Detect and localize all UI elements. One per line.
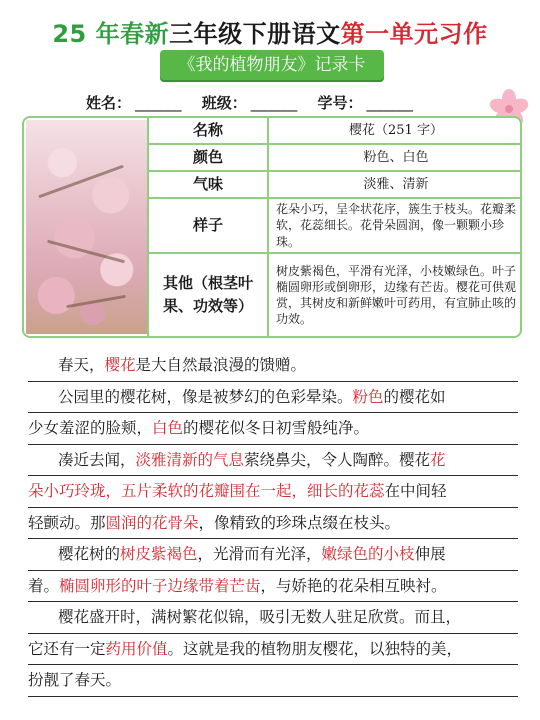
class-blank[interactable]: _______ <box>250 94 297 112</box>
page-title <box>0 14 540 49</box>
essay-line <box>28 508 518 540</box>
essay-text: 着。 <box>28 576 60 595</box>
title-unit: 第一单元习作 <box>340 20 488 48</box>
record-row-shape <box>149 199 522 254</box>
id-blank[interactable]: _______ <box>366 94 413 112</box>
cherry-blossom-photo <box>26 120 147 334</box>
essay-text: 。这就是我的植物朋友樱花，以独特的美， <box>167 639 463 658</box>
highlighted-phrase: 白色 <box>152 419 184 437</box>
essay-text: ，像精致的珍珠点缀在枝头。 <box>198 513 401 532</box>
essay-text: 萦绕鼻尖，令人陶醉。樱花 <box>244 450 431 469</box>
record-card-banner: 《我的植物朋友》记录卡 <box>160 50 384 80</box>
class-label: 班级： <box>201 94 247 112</box>
essay-text: 伸展 <box>414 545 446 563</box>
highlighted-phrase: 嫩绿色的小枝 <box>321 545 415 563</box>
record-value: 树皮紫褐色，平滑有光泽，小枝嫩绿色。叶子椭圆卵形或倒卵形，边缘有芒齿。樱花可供观赏，其树皮和新鲜嫩叶可药用，有宣肺止咳的功效。 <box>276 263 517 327</box>
highlighted-phrase: 椭圆卵形的叶子边缘带着芒齿 <box>59 576 261 595</box>
essay-text: 公园里的樱花树，像是被梦幻的色彩晕染。 <box>58 387 353 406</box>
essay-text: 在中间轻 <box>384 482 447 500</box>
highlighted-phrase: 粉色 <box>352 387 384 406</box>
essay-text: 樱花盛开时，满树繁花似锦，吸引无数人驻足欣赏。而且， <box>58 608 462 626</box>
student-info-row <box>86 92 466 113</box>
record-key: 样子 <box>149 199 269 252</box>
essay-text: 樱花树的 <box>58 545 121 563</box>
essay-text: 的樱花如 <box>383 387 446 406</box>
highlighted-phrase: 圆润的花骨朵 <box>105 513 199 532</box>
essay-text: 扮靓了春天。 <box>28 671 122 689</box>
essay-text: 少女羞涩的脸颊， <box>28 419 153 437</box>
title-year: 25 年春新 <box>52 20 170 48</box>
essay-text: 凑近去闻， <box>58 450 136 469</box>
record-key: 颜色 <box>149 145 269 170</box>
essay-line <box>28 634 518 666</box>
essay-text: 它还有一定 <box>28 639 106 658</box>
name-label: 姓名： <box>86 94 132 112</box>
essay-line <box>28 476 518 508</box>
essay-line <box>28 413 518 445</box>
highlighted-phrase: 花 <box>430 450 446 469</box>
name-blank[interactable]: _______ <box>135 94 181 112</box>
record-table <box>147 118 520 336</box>
essay-body <box>28 350 518 697</box>
essay-line <box>28 665 518 697</box>
essay-line <box>28 350 518 382</box>
essay-line <box>28 602 518 634</box>
essay-line <box>28 382 518 414</box>
essay-text: 春天， <box>58 356 105 374</box>
essay-text: 轻颤动。那 <box>28 513 106 532</box>
highlighted-phrase: 药用价值 <box>105 639 168 658</box>
record-row-name <box>149 118 522 145</box>
highlighted-phrase: 淡雅清新的气息 <box>135 450 245 469</box>
record-value: 粉色、白色 <box>363 149 429 165</box>
record-row-color <box>149 145 522 172</box>
record-row-other <box>149 254 522 336</box>
essay-line <box>28 571 518 603</box>
essay-text: ，与娇艳的花朵相互映衬。 <box>260 576 447 595</box>
highlighted-phrase: 树皮紫褐色 <box>120 545 198 563</box>
record-key: 气味 <box>149 172 269 197</box>
record-value: 花朵小巧，呈伞状花序，簇生于枝头。花瓣柔软，花蕊细长。花骨朵圆润，像一颗颗小珍珠。 <box>276 202 517 249</box>
essay-text: 的樱花似冬日初雪般纯净。 <box>183 419 370 437</box>
id-label: 学号： <box>317 94 363 112</box>
record-value: 淡雅、清新 <box>363 176 429 192</box>
essay-text: 是大自然最浪漫的馈赠。 <box>135 356 307 374</box>
essay-text: ，光滑而有光泽， <box>197 545 322 563</box>
record-row-smell <box>149 172 522 199</box>
highlighted-phrase: 樱花 <box>104 356 136 374</box>
highlighted-phrase: 朵小巧玲珑，五片柔软的花瓣围在一起，细长的花蕊 <box>28 482 385 500</box>
record-key: 其他（根茎叶果、功效等） <box>149 254 269 336</box>
title-grade: 三年级下册语文 <box>169 20 341 48</box>
record-key: 名称 <box>149 118 269 143</box>
essay-line <box>28 445 518 477</box>
essay-line <box>28 539 518 571</box>
record-value: 樱花（251 字） <box>349 122 443 138</box>
record-card <box>22 116 522 338</box>
